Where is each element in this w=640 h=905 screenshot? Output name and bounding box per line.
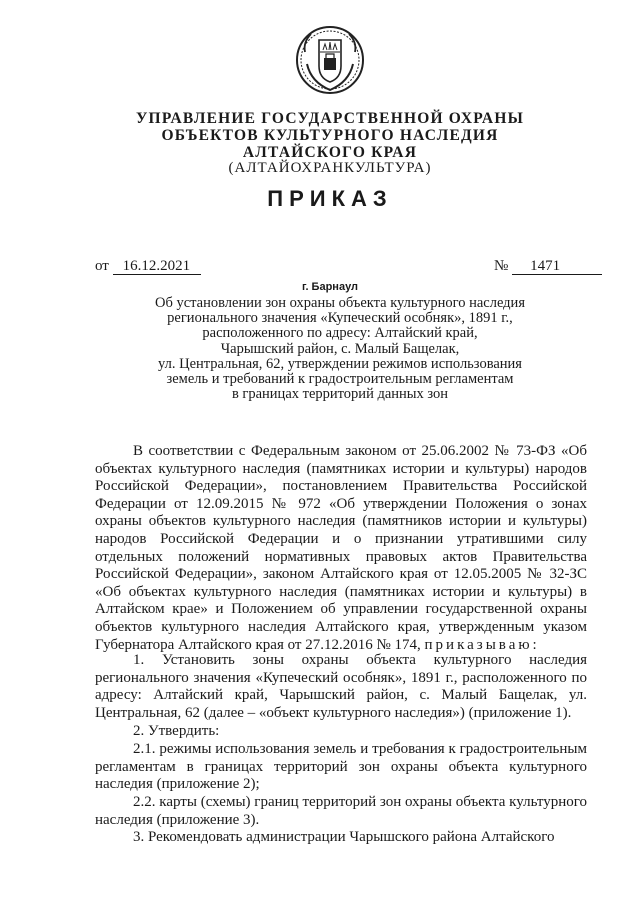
- preamble-paragraph: [95, 443, 587, 654]
- date-field: [95, 258, 201, 275]
- date-prefix: от: [95, 258, 109, 274]
- subject-line: расположенного по адресу: Алтайский край,: [202, 325, 478, 342]
- subject-line: регионального значения «Купеческий особняк», 1891 г.,: [167, 310, 513, 327]
- document-type-title: ПРИКАЗ: [267, 186, 393, 211]
- subject-line: ул. Центральная, 62, утверждении режимов использования: [158, 355, 522, 372]
- coat-of-arms-icon: [295, 22, 365, 98]
- subject-line: в границах территорий данных зон: [231, 386, 449, 403]
- org-name-line-1: УПРАВЛЕНИЕ ГОСУДАРСТВЕННОЙ ОХРАНЫ: [135, 110, 524, 127]
- city-label: г. Барнаул: [301, 281, 359, 293]
- item-2-1-paragraph: 2.1. режимы использования земель и требования к градостроительным регламентам в границах территорий зон охраны объекта культурного наследия (приложение 2);: [95, 741, 587, 793]
- number-value: 1471: [512, 259, 602, 275]
- number-field: [494, 258, 602, 275]
- number-prefix: №: [494, 258, 509, 274]
- document-subject: [140, 296, 540, 402]
- preamble-text: В соответствии с Федеральным законом от 25.06.2002 № 73-ФЗ «Об объектах культурного наследия (памятниках истории и культуры) народов Российской Федерации», постановлением Правительства Российской Федерации от 12.09.2015 № 972 «Об утверждении Положения о зонах охраны объектов культурного наследия (памятников истории и культуры) народов Российской Федерации и о признании утратившими силу отдельных положений нормативных правовых актов Правительства Российской Федерации», законом Алтайского края от 12.05.2005 № 32-ЗС «Об объектах культурного наследия (памятниках истории и культуры) в Алтайском крае» и Положением об управлении государственной охраны объектов культурного наследия Алтайского края, утвержденным указом Губернатора Алтайского края от 27.12.2016 № 174,: [95, 443, 587, 653]
- subject-line: Об установлении зон охраны объекта культурного наследия: [155, 295, 525, 311]
- order-word: приказываю:: [424, 636, 540, 653]
- org-short-name: (АЛТАЙОХРАНКУЛЬТУРА): [228, 160, 432, 176]
- item-1-paragraph: 1. Установить зоны охраны объекта культурного наследия регионального значения «Купеческий особняк», 1891 г., расположенного по адресу: Алтайский край, Чарышский район, с. Малый Бащелак, ул. Центральная, 62 (далее – «объект культурного наследия») (приложение 1).: [95, 652, 587, 721]
- subject-line: земель и требований к градостроительным регламентам: [166, 371, 514, 388]
- subject-line: Чарышский район, с. Малый Бащелак,: [220, 340, 460, 357]
- org-name-line-3: АЛТАЙСКОГО КРАЯ: [242, 144, 418, 161]
- item-2-2-paragraph: 2.2. карты (схемы) границ территорий зон охраны объекта культурного наследия (приложение 3).: [95, 794, 587, 828]
- item-2-paragraph: 2. Утвердить:: [133, 723, 220, 739]
- org-name-line-2: ОБЪЕКТОВ КУЛЬТУРНОГО НАСЛЕДИЯ: [161, 127, 499, 144]
- item-3-paragraph: 3. Рекомендовать администрации Чарышского района Алтайского: [133, 829, 555, 845]
- date-value: 16.12.2021: [113, 259, 201, 275]
